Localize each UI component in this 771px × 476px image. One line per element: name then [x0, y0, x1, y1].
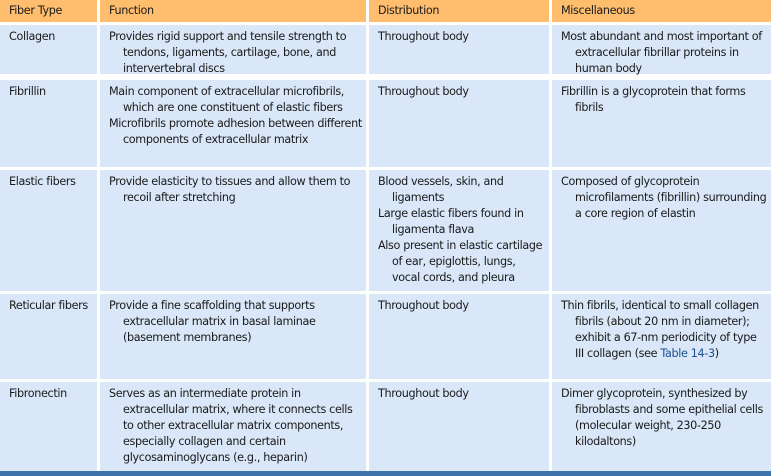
- function-cell: [100, 80, 369, 167]
- fiber-type-cell: Fibronectin: [0, 382, 100, 471]
- table-row: [0, 80, 771, 170]
- table-row: [0, 294, 771, 382]
- distribution-cell: [369, 80, 552, 167]
- table-row: [0, 382, 771, 476]
- miscellaneous-text: Fibrillin is a glycoprotein that forms fibrils: [561, 85, 746, 114]
- function-text: Provides rigid support and tensile strength to tendons, ligaments, cartilage, bone, and intervertebral discs: [109, 30, 347, 75]
- fiber-type-cell: Collagen: [0, 25, 100, 74]
- miscellaneous-cell: [552, 80, 771, 167]
- function-text: Provide a fine scaffolding that supports extracellular matrix in basal laminae (basement membranes): [109, 299, 316, 344]
- distribution-text: Throughout body: [378, 387, 469, 400]
- fiber-type-cell: Elastic fibers: [0, 170, 100, 291]
- table-reference-link[interactable]: Table 14-3: [660, 347, 715, 360]
- header-distribution: Distribution: [369, 0, 552, 22]
- distribution-text: Throughout body: [378, 85, 469, 98]
- header-fiber-type: Fiber Type: [0, 0, 100, 22]
- header-miscellaneous: Miscellaneous: [552, 0, 771, 22]
- distribution-text: Blood vessels, skin, and ligaments: [378, 175, 504, 204]
- miscellaneous-cell: [552, 382, 771, 471]
- distribution-cell: [369, 170, 552, 291]
- distribution-cell: [369, 294, 552, 379]
- function-cell: [100, 170, 369, 291]
- miscellaneous-text: [561, 298, 767, 362]
- function-cell: [100, 25, 369, 74]
- miscellaneous-text: Dimer glycoprotein, synthesized by fibroblasts and some epithelial cells (molecular weight, 230-250 kilodaltons): [561, 387, 763, 448]
- function-text: Microfibrils promote adhesion between different components of extracellular matrix: [109, 117, 362, 146]
- miscellaneous-text: Most abundant and most important of extracellular fibrillar proteins in human body: [561, 30, 762, 75]
- header-function: Function: [100, 0, 369, 22]
- distribution-cell: [369, 382, 552, 471]
- function-text: Provide elasticity to tissues and allow them to recoil after stretching: [109, 175, 351, 204]
- table-header-row: [0, 0, 771, 25]
- distribution-text: Also present in elastic cartilage of ear, epiglottis, lungs, vocal cords, and pleura: [378, 239, 543, 284]
- fiber-type-cell: Reticular fibers: [0, 294, 100, 379]
- miscellaneous-cell: [552, 294, 771, 379]
- miscellaneous-text-prefix: Thin fibrils, identical to small collagen fibrils (about 20 nm in diameter); exhibit a 67-nm periodicity of type III collagen (see: [561, 299, 759, 360]
- table-row: [0, 170, 771, 294]
- distribution-text: Throughout body: [378, 299, 469, 312]
- miscellaneous-cell: [552, 170, 771, 291]
- miscellaneous-text-suffix: ): [714, 347, 719, 360]
- fiber-type-cell: Fibrillin: [0, 80, 100, 167]
- distribution-cell: [369, 25, 552, 74]
- function-cell: [100, 382, 369, 471]
- function-text: Serves as an intermediate protein in extracellular matrix, where it connects cells to other extracellular matrix components, especially collagen and certain glycosaminoglycans (e.g., heparin): [109, 387, 353, 464]
- table-row: [0, 25, 771, 80]
- function-text: Main component of extracellular microfibrils, which are one constituent of elastic fibers: [109, 85, 345, 114]
- distribution-text: Large elastic fibers found in ligamenta flava: [378, 207, 524, 236]
- function-cell: [100, 294, 369, 379]
- miscellaneous-text: Composed of glycoprotein microfilaments (fibrillin) surrounding a core region of elastin: [561, 175, 767, 220]
- distribution-text: Throughout body: [378, 30, 469, 43]
- miscellaneous-cell: [552, 25, 771, 74]
